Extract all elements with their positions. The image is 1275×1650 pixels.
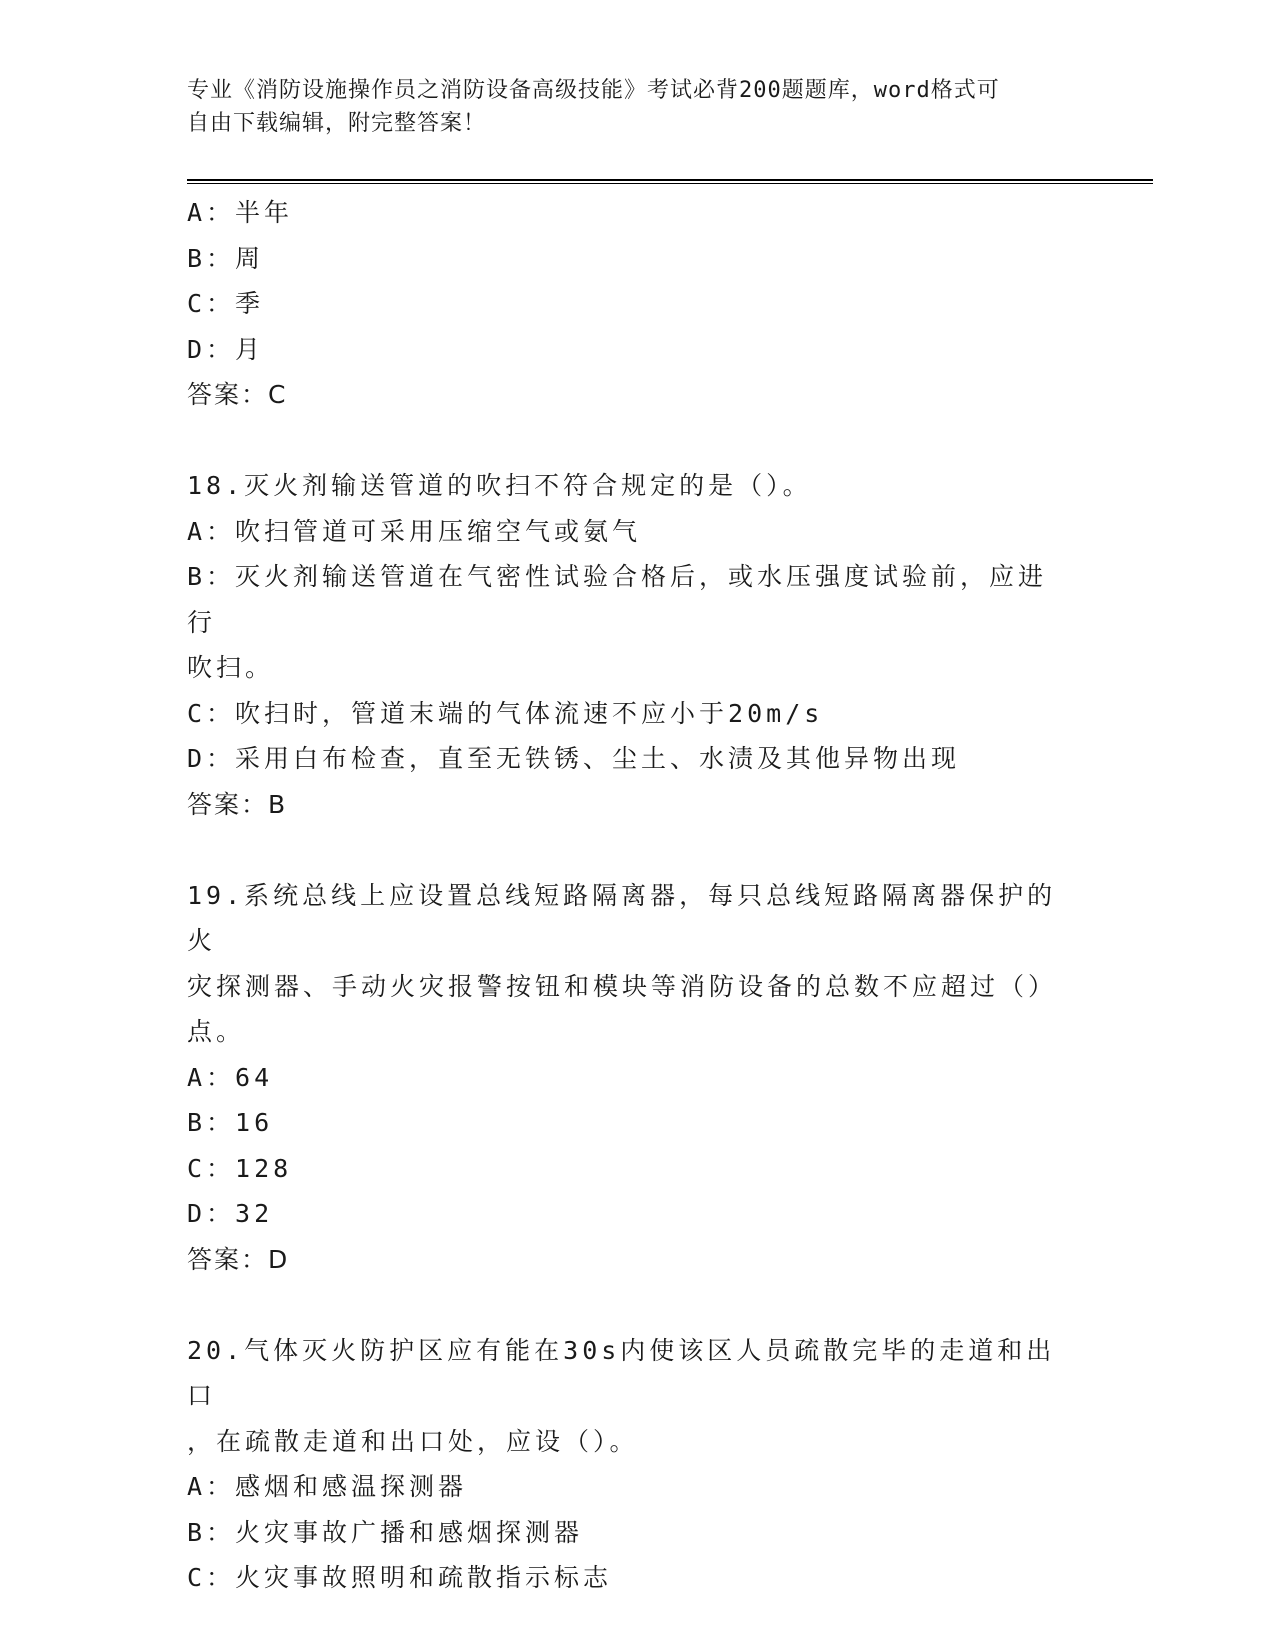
header-rule-thick <box>187 179 1153 181</box>
option-b: B：火灾事故广播和感烟探测器 <box>187 1517 584 1547</box>
spacer <box>187 827 1072 873</box>
question-17 <box>187 190 1072 418</box>
option-b: B：16 <box>187 1108 274 1137</box>
answer: 答案：C <box>187 380 288 409</box>
option-c: C：吹扫时，管道末端的气体流速不应小于20m/s <box>187 698 824 728</box>
option-d: D：32 <box>187 1199 274 1228</box>
document-header <box>187 74 1067 140</box>
option-a: A：半年 <box>187 198 294 227</box>
option-a: A：64 <box>187 1062 274 1092</box>
option-d: D：月 <box>187 334 265 364</box>
question-stem-line-2: ，在疏散走道和出口处，应设（）。 <box>187 1426 639 1456</box>
option-a: A：吹扫管道可采用压缩空气或氨气 <box>187 516 642 546</box>
question-stem-line-3: 点。 <box>187 1017 246 1046</box>
header-line-1: 专业《消防设施操作员之消防设备高级技能》考试必背200题题库，word格式可 <box>187 78 1000 103</box>
option-c: C：季 <box>187 289 265 318</box>
header-rule-thin <box>187 183 1153 184</box>
header-line-2: 自由下载编辑，附完整答案！ <box>187 111 487 136</box>
option-c: C：火灾事故照明和疏散指示标志 <box>187 1563 613 1592</box>
answer: 答案：B <box>187 789 288 819</box>
question-18 <box>187 463 1072 827</box>
question-19 <box>187 873 1072 1283</box>
option-b: B：周 <box>187 243 265 273</box>
option-c: C：128 <box>187 1153 293 1183</box>
question-stem-line-2: 灾探测器、手动火灾报警按钮和模块等消防设备的总数不应超过（） <box>187 971 1058 1001</box>
option-d: D：采用白布检查，直至无铁锈、尘土、水渍及其他异物出现 <box>187 744 961 773</box>
option-b-line-1: B：灭火剂输送管道在气密性试验合格后，或水压强度试验前，应进行 <box>187 562 1048 637</box>
question-stem: 18.灭火剂输送管道的吹扫不符合规定的是（）。 <box>187 471 812 500</box>
answer: 答案：D <box>187 1244 290 1274</box>
question-stem-line-1: 20.气体灭火防护区应有能在30s内使该区人员疏散完毕的走道和出口 <box>187 1335 1056 1410</box>
spacer <box>187 1282 1072 1328</box>
question-20 <box>187 1328 1072 1601</box>
spacer <box>187 418 1072 464</box>
option-a: A：感烟和感温探测器 <box>187 1472 468 1501</box>
question-list <box>187 190 1072 1601</box>
option-b-line-2: 吹扫。 <box>187 653 275 682</box>
question-stem-line-1: 19.系统总线上应设置总线短路隔离器，每只总线短路隔离器保护的火 <box>187 880 1057 955</box>
